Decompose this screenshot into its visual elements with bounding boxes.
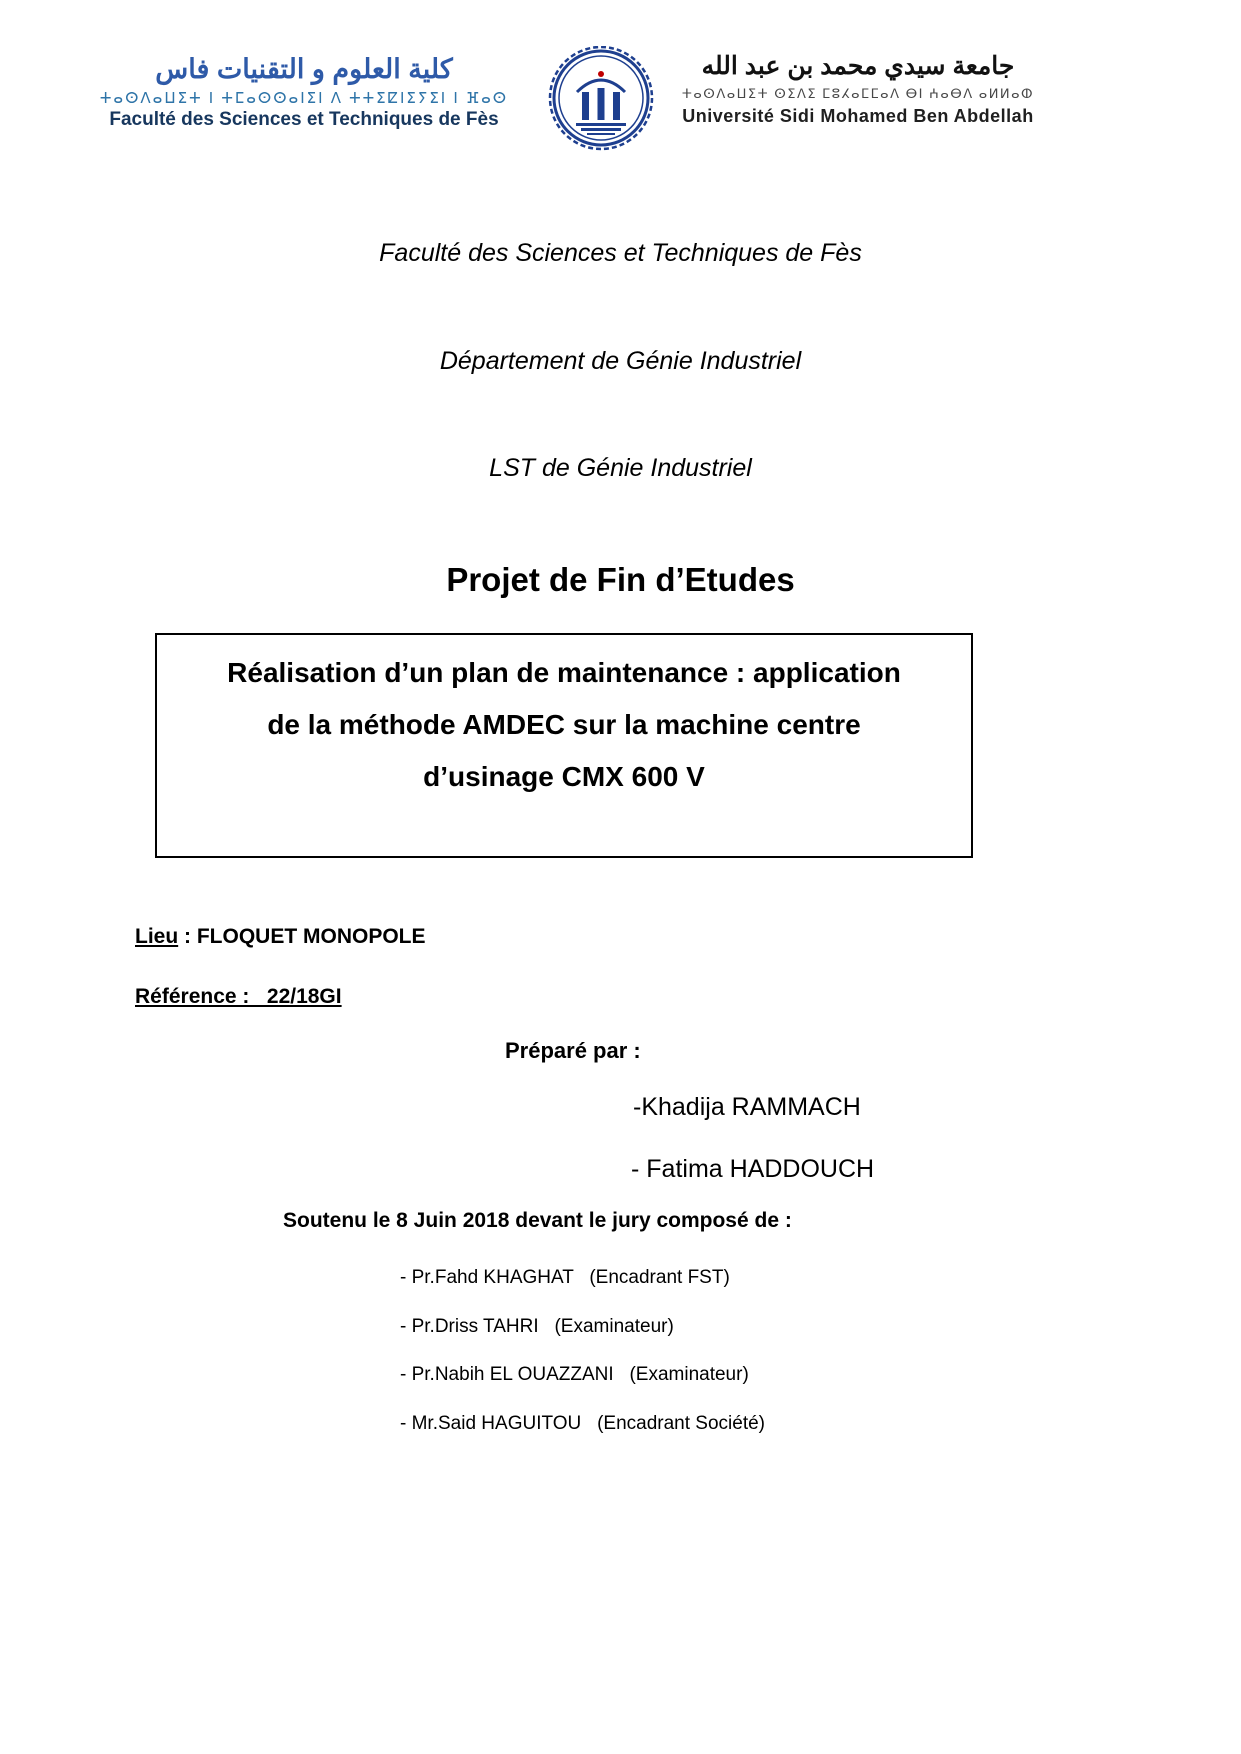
location-line bbox=[135, 925, 426, 949]
program-line: LST de Génie Industriel bbox=[489, 454, 752, 482]
reference-line: Référence : 22/18GI bbox=[135, 985, 342, 1008]
project-title-line-2: de la méthode AMDEC sur la machine centre bbox=[267, 709, 861, 740]
report-type-heading: Projet de Fin d’Etudes bbox=[446, 561, 795, 598]
jury-member-1: - Pr.Fahd KHAGHAT (Encadrant FST) bbox=[400, 1267, 730, 1288]
faculty-name-arabic: كلية العلوم و التقنيات فاس bbox=[155, 54, 453, 84]
author-1: -Khadija RAMMACH bbox=[633, 1093, 861, 1121]
university-name-arabic: جامعة سيدي محمد بن عبد الله bbox=[701, 52, 1015, 80]
university-header-block bbox=[660, 52, 1056, 127]
university-logo bbox=[545, 46, 657, 154]
project-title-line-3: d’usinage CMX 600 V bbox=[423, 761, 705, 792]
author-2: - Fatima HADDOUCH bbox=[631, 1155, 875, 1183]
university-seal-icon bbox=[545, 46, 657, 154]
jury-member-3: - Pr.Nabih EL OUAZZANI (Examinateur) bbox=[400, 1364, 749, 1385]
prepared-by-label: Préparé par : bbox=[505, 1038, 641, 1063]
faculty-header-block bbox=[80, 55, 528, 131]
defense-line: Soutenu le 8 Juin 2018 devant le jury composé de : bbox=[283, 1209, 792, 1232]
department-line: Département de Génie Industriel bbox=[439, 347, 802, 375]
university-name-tifinagh: ⵜⴰⵙⴷⴰⵡⵉⵜ ⵙⵉⴷⵉ ⵎⵓⵃⴰⵎⵎⴰⴷ ⴱⵏ ⵄⴰⴱⴷ ⴰⵍⵍⴰⵀ bbox=[681, 85, 1035, 101]
faculty-line: Faculté des Sciences et Techniques de Fès bbox=[379, 239, 862, 267]
jury-member-2: - Pr.Driss TAHRI (Examinateur) bbox=[400, 1316, 674, 1337]
location-label: Lieu bbox=[135, 925, 179, 948]
faculty-name-french: Faculté des Sciences et Techniques de Fès bbox=[109, 108, 499, 130]
faculty-name-tifinagh: ⵜⴰⵙⴷⴰⵡⵉⵜ ⵏ ⵜⵎⴰⵙⵙⴰⵏⵉⵏ ⴷ ⵜⵜⵉⵇⵏⵉⵢⵉⵏ ⵏ ⴼⴰⵙ bbox=[99, 89, 509, 107]
university-name-french: Université Sidi Mohamed Ben Abdellah bbox=[682, 105, 1034, 126]
location-value: : FLOQUET MONOPOLE bbox=[178, 925, 426, 948]
project-title-box bbox=[155, 633, 973, 858]
jury-member-4: - Mr.Said HAGUITOU (Encadrant Société) bbox=[400, 1413, 765, 1434]
project-title-line-1: Réalisation d’un plan de maintenance : application bbox=[227, 657, 901, 688]
